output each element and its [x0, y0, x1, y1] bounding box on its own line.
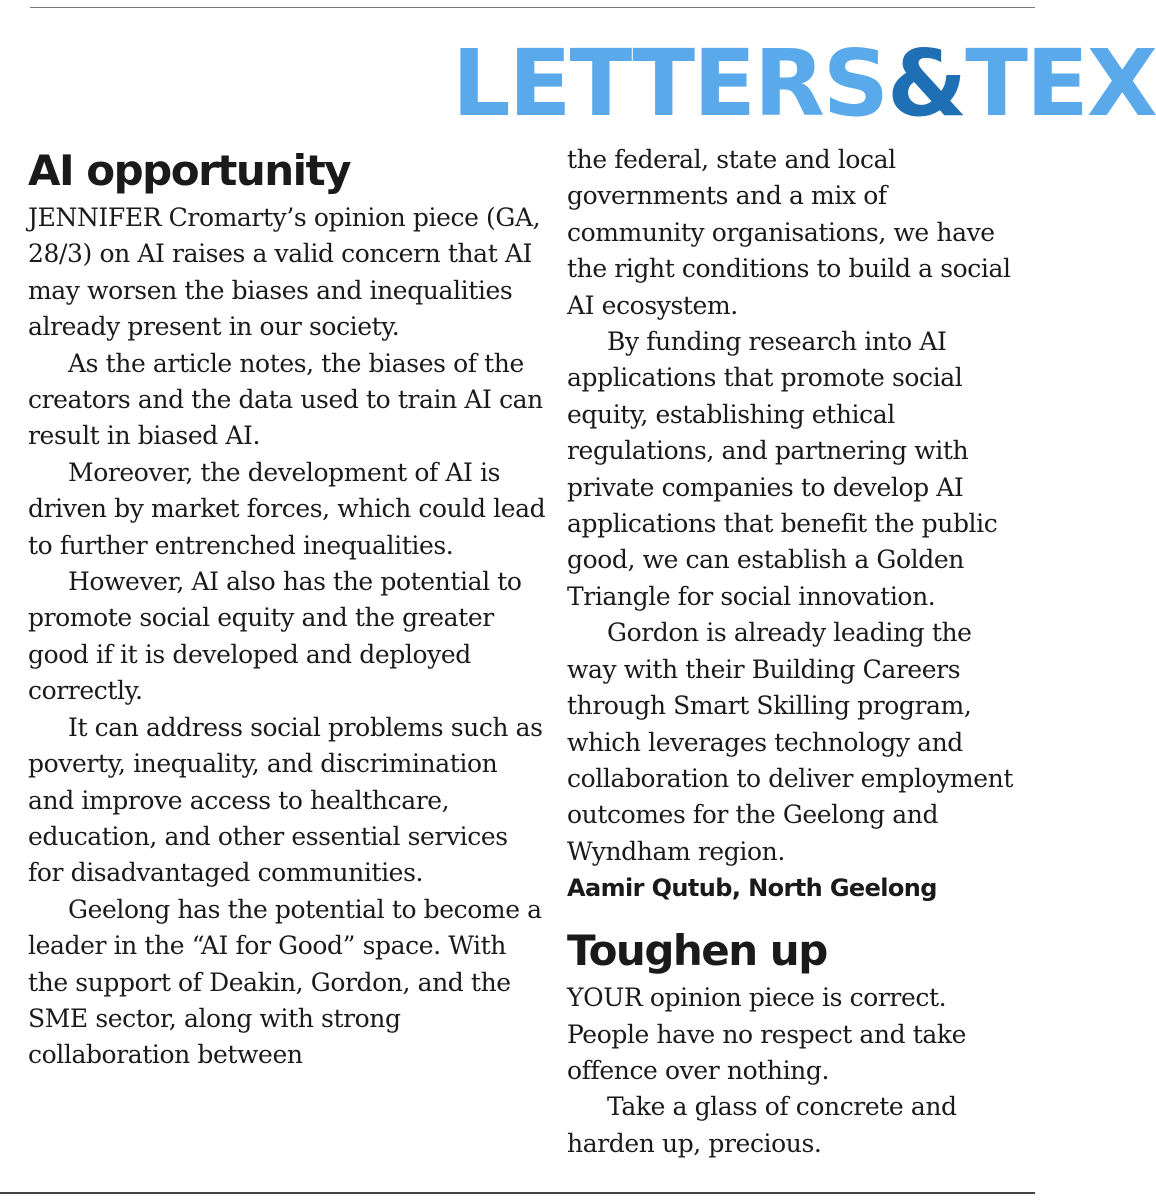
paragraph: However, AI also has the potential to promote social equity and the greater good if it is developed and deployed correctly. — [28, 567, 522, 706]
text-line: good, we can establish a Golden — [567, 545, 964, 575]
text-line: community organisations, we have — [567, 217, 995, 247]
paragraph: It can address social problems such as poverty, inequality, and discrimination and improve access to healthcare, education, and other essential services for disadvantaged communities. — [28, 712, 543, 888]
paragraph: JENNIFER Cromarty’s opinion piece (GA, 28/3) on AI raises a valid concern that AI may worsen the biases and inequalities already present in our society. — [28, 203, 541, 342]
text-line: Wyndham region. — [567, 836, 785, 866]
text-line: Gordon is already leading the — [607, 618, 972, 648]
paragraph: Geelong has the potential to become a leader in the “AI for Good” space. With the support of Deakin, Gordon, and the SME sector, along with strong collaboration between — [28, 894, 542, 1070]
letter-signature: Aamir Qutub, North Geelong — [567, 874, 937, 903]
section-masthead — [452, 30, 1156, 137]
right-column — [567, 142, 1035, 1190]
spacer — [567, 906, 1035, 922]
bottom-rule — [0, 1192, 1035, 1194]
text-line: offence over nothing. — [567, 1055, 830, 1085]
text-line: way with their Building Careers — [567, 654, 961, 684]
masthead-partial: TEX — [965, 30, 1156, 137]
top-rule — [30, 7, 1035, 8]
text-line: Take a glass of concrete and — [607, 1092, 957, 1122]
letter-headline-ai-opportunity: AI opportunity — [28, 146, 351, 195]
text-line: the federal, state and local — [567, 145, 896, 174]
text-line: harden up, precious. — [567, 1128, 822, 1158]
letter-body-toughen-up — [567, 980, 1035, 1162]
text-line: equity, establishing ethical — [567, 399, 895, 429]
text-line: By funding research into AI — [607, 327, 947, 357]
text-line: outcomes for the Geelong and — [567, 800, 939, 830]
paragraph: As the article notes, the biases of the creators and the data used to train AI can result in biased AI. — [28, 348, 543, 451]
text-line: which leverages technology and — [567, 727, 963, 757]
text-line: collaboration to deliver employment — [567, 763, 1013, 793]
text-line: YOUR opinion piece is correct. — [567, 983, 947, 1013]
text-line: regulations, and partnering with — [567, 436, 969, 466]
left-column — [28, 142, 548, 1190]
text-line: governments and a mix of — [567, 181, 887, 211]
text-line: private companies to develop AI — [567, 472, 964, 502]
text-line: Triangle for social innovation. — [567, 581, 936, 611]
masthead-ampersand: & — [887, 30, 966, 137]
paragraph: Moreover, the development of AI is driven by market forces, which could lead to further entrenched inequalities. — [28, 457, 546, 560]
letter-headline-toughen-up: Toughen up — [567, 926, 827, 976]
letter-body-continued — [567, 142, 1035, 870]
text-line: applications that promote social — [567, 363, 963, 393]
text-line: through Smart Skilling program, — [567, 691, 972, 721]
letter-body — [28, 200, 548, 1074]
text-line: AI ecosystem. — [567, 290, 738, 320]
text-line: People have no respect and take — [567, 1019, 967, 1049]
text-line: applications that benefit the public — [567, 509, 998, 539]
text-line: the right conditions to build a social — [567, 254, 1011, 284]
masthead-letters: LETTERS — [452, 30, 888, 137]
